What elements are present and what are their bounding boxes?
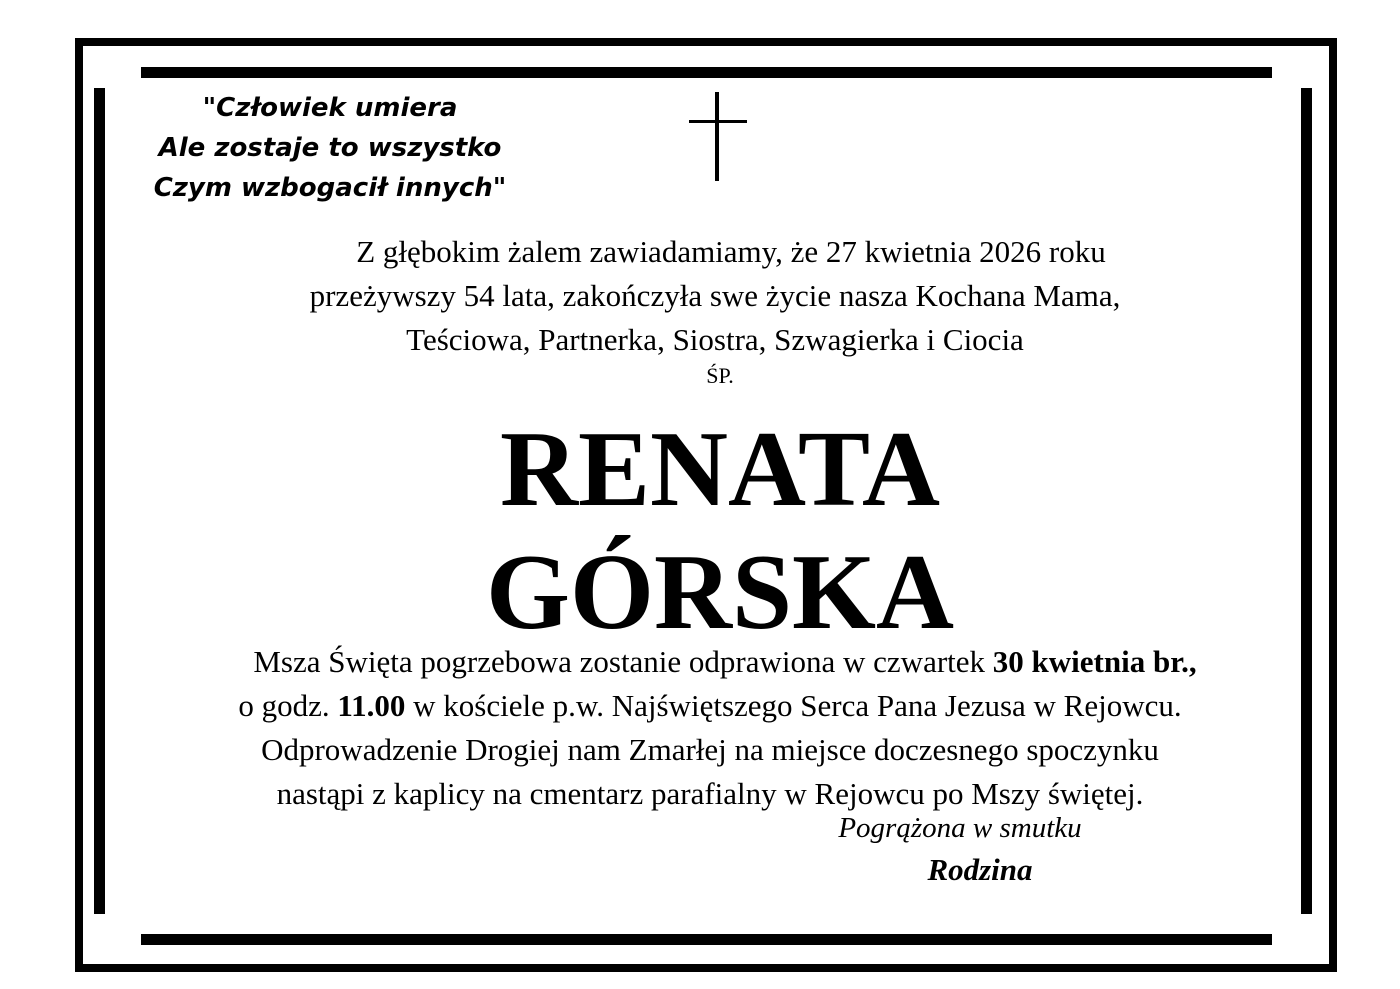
signature-family: Rodzina bbox=[927, 852, 1033, 887]
funeral-date: 30 kwietnia br., bbox=[992, 644, 1197, 679]
honorific: ŚP. bbox=[706, 363, 734, 388]
funeral-line: Odprowadzenie Drogiej nam Zmarłej na miejsce doczesnego spoczynku bbox=[261, 732, 1159, 767]
intro-line: Z głębokim żalem zawiadamiamy, że 27 kwietnia 2026 roku bbox=[356, 234, 1106, 269]
funeral-details bbox=[110, 640, 1310, 816]
top-border-bar bbox=[141, 67, 1272, 78]
announcement-intro bbox=[150, 230, 1280, 362]
quote-line: "Człowiek umiera bbox=[202, 93, 458, 123]
funeral-line bbox=[110, 640, 1310, 684]
left-border-bar bbox=[94, 88, 105, 914]
deceased-last-name: GÓRSKA bbox=[485, 533, 955, 652]
bottom-border-bar bbox=[141, 934, 1272, 945]
funeral-text: Msza Święta pogrzebowa zostanie odprawiona w czwartek bbox=[253, 644, 993, 679]
funeral-line bbox=[110, 684, 1310, 728]
deceased-first-name: RENATA bbox=[499, 410, 940, 529]
funeral-time: 11.00 bbox=[337, 688, 406, 723]
funeral-line: nastąpi z kaplicy na cmentarz parafialny w Rejowcu po Mszy świętej. bbox=[276, 776, 1144, 811]
intro-line: Teściowa, Partnerka, Siostra, Szwagierka i Ciocia bbox=[406, 322, 1024, 357]
funeral-text: w kościele p.w. Najświętszego Serca Pana Jezusa w Rejowcu. bbox=[405, 688, 1182, 723]
signature-mourning: Pogrążona w smutku bbox=[838, 812, 1082, 844]
epigraph-quote bbox=[120, 88, 540, 208]
funeral-text: o godz. bbox=[238, 688, 338, 723]
quote-line: Ale zostaje to wszystko bbox=[158, 133, 502, 163]
intro-line: przeżywszy 54 lata, zakończyła swe życie nasza Kochana Mama, bbox=[309, 278, 1121, 313]
cross-vertical bbox=[715, 92, 719, 181]
quote-line: Czym wzbogacił innych" bbox=[153, 173, 507, 203]
cross-horizontal bbox=[689, 120, 747, 123]
